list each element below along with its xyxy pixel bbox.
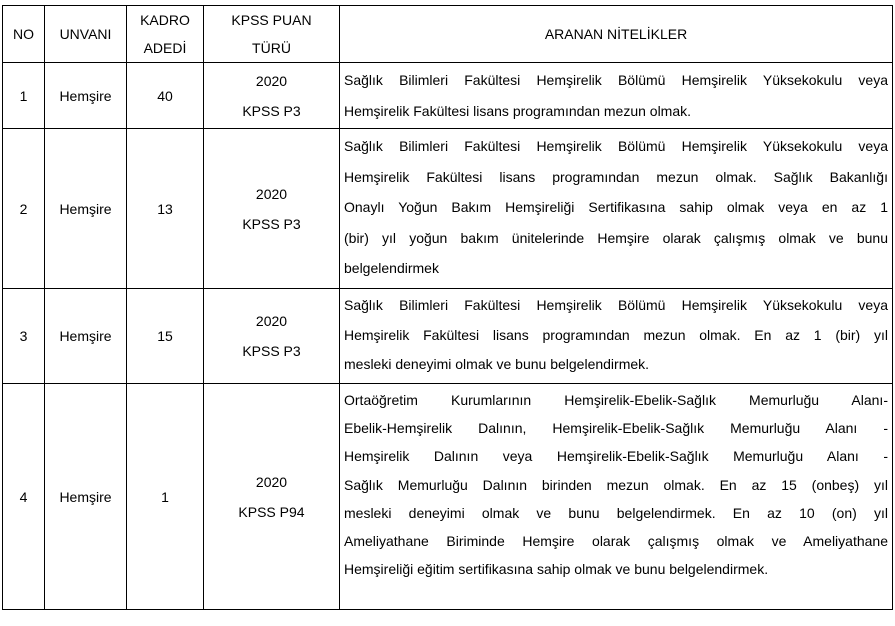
header-aranan-nitelikler: ARANAN NİTELİKLER: [340, 6, 893, 63]
cell-nitelikler: [340, 384, 893, 610]
header-no: NO: [3, 6, 45, 63]
nitelik-line: Ebelik-Hemşirelik Dalının, Hemşirelik-Ebelik-Sağlık Memurluğu Alanı -: [344, 420, 888, 437]
cell-kadro: 40: [127, 63, 204, 129]
nitelik-line: Ortaöğretim Kurumlarının Hemşirelik-Ebelik-Sağlık Memurluğu Alanı-: [344, 392, 888, 408]
nitelik-line: Sağlık Bilimleri Fakültesi Hemşirelik Bölümü Hemşirelik Yüksekokulu veya: [344, 72, 888, 88]
document-page: [2, 5, 893, 610]
staff-requirements-table: [2, 5, 893, 610]
nitelik-line: belgelendirmek: [344, 260, 439, 276]
nitelik-line: Ameliyathane Biriminde Hemşire olarak çalışmış olmak ve Ameliyathane: [344, 533, 888, 550]
cell-no: 2: [3, 129, 45, 289]
cell-kpss-year: 2020: [255, 185, 288, 202]
nitelik-line: mesleki deneyimi olmak ve bunu belgelendirmek. En az 10 (on) yıl: [344, 504, 888, 521]
cell-no: 1: [3, 63, 45, 129]
cell-unvani: Hemşire: [45, 384, 127, 610]
cell-nitelikler: [340, 289, 893, 384]
cell-kadro: 15: [127, 289, 204, 384]
cell-kpss-year: 2020: [255, 72, 288, 89]
cell-kpss: [204, 384, 340, 610]
table-header-row: [3, 6, 893, 63]
cell-unvani: Hemşire: [45, 289, 127, 384]
cell-kpss: [204, 289, 340, 384]
header-kpss-line2: TÜRÜ: [252, 40, 291, 56]
cell-kadro: 1: [127, 384, 204, 610]
cell-kpss-type: KPSS P3: [242, 102, 301, 119]
table-row: [3, 384, 893, 610]
header-kpss-puan-turu: [204, 6, 340, 63]
table-row: [3, 129, 893, 289]
cell-kpss-type: KPSS P3: [242, 343, 301, 359]
table-row: [3, 63, 893, 129]
cell-unvani: Hemşire: [45, 63, 127, 129]
cell-unvani: Hemşire: [45, 129, 127, 289]
header-unvani: UNVANI: [45, 6, 127, 63]
cell-nitelikler: [340, 63, 893, 129]
header-kadro-line1: KADRO: [140, 12, 190, 28]
nitelik-line: Hemşirelik Fakültesi lisans programından mezun olmak.: [344, 102, 692, 119]
cell-kpss-year: 2020: [255, 473, 288, 490]
cell-kpss: [204, 129, 340, 289]
table-row: [3, 289, 893, 384]
header-kadro-adedi: [127, 6, 204, 63]
cell-kadro: 13: [127, 129, 204, 289]
cell-nitelikler: [340, 129, 893, 289]
header-kpss-line1: KPSS PUAN: [231, 12, 312, 28]
cell-no: 4: [3, 384, 45, 610]
cell-kpss: [204, 63, 340, 129]
header-kadro-line2: ADEDİ: [143, 40, 187, 56]
cell-kpss-type: KPSS P3: [242, 215, 301, 232]
nitelik-line: mesleki deneyimi olmak ve bunu belgelendirmek.: [344, 356, 650, 372]
nitelik-line: Sağlık Memurluğu Dalının birinden mezun olmak. En az 15 (onbeş) yıl: [344, 476, 888, 493]
cell-kpss-type: KPSS P94: [238, 503, 305, 520]
nitelik-line: Onaylı Yoğun Bakım Hemşireliği Sertifikasına sahip olmak veya en az 1: [344, 199, 888, 215]
nitelik-line: Hemşirelik Fakültesi lisans programından mezun olmak. Sağlık Bakanlığı: [344, 168, 888, 185]
nitelik-line: (bir) yıl yoğun bakım ünitelerinde Hemşire olarak çalışmış olmak ve bunu: [344, 229, 888, 246]
nitelik-line: Hemşirelik Fakültesi lisans programından mezun olmak. En az 1 (bir) yıl: [344, 326, 888, 343]
nitelik-line: Hemşireliği eğitim sertifikasına sahip olmak ve bunu belgelendirmek.: [344, 561, 769, 578]
nitelik-line: Sağlık Bilimleri Fakültesi Hemşirelik Bölümü Hemşirelik Yüksekokulu veya: [344, 297, 888, 313]
nitelik-line: Sağlık Bilimleri Fakültesi Hemşirelik Bölümü Hemşirelik Yüksekokulu veya: [344, 138, 888, 154]
nitelik-line: Hemşirelik Dalının veya Hemşirelik-Ebelik-Sağlık Memurluğu Alanı -: [344, 448, 888, 465]
cell-kpss-year: 2020: [255, 313, 288, 329]
cell-no: 3: [3, 289, 45, 384]
